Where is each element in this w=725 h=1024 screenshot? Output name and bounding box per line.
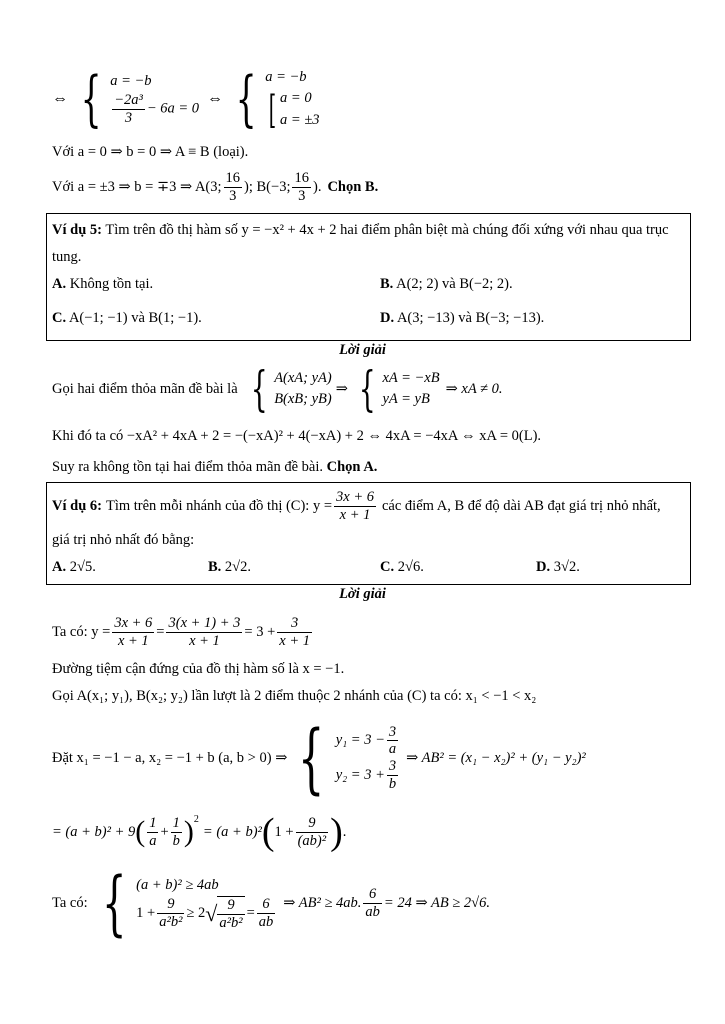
left-brace: {	[80, 64, 102, 134]
example-5-option-a: A. Không tồn tại.	[52, 276, 154, 292]
example-5-line1: Ví dụ 5: Tìm trên đồ thị hàm số y = −x² + 4x + 2 hai điểm phân biệt mà chúng đối xứng với nhau qua trục	[52, 222, 669, 238]
sys2-line1: a = −b	[265, 69, 307, 86]
example-5-option-b: B. A(2; 2) và B(−2; 2).	[380, 276, 513, 292]
line-case-zero: Với a = 0 ⇒ b = 0 ⇒ A ≡ B (loại).	[52, 144, 249, 160]
example-6-option-c: C. 2√6.	[380, 559, 424, 575]
example-6-option-d: D. 3√2.	[536, 559, 580, 575]
solution-6-line4: Đặt x₁ = −1 − a, x₂ = −1 + b (a, b > 0) ⇒ { y₁ = 3 − $\frac{3}{a}$ y₂ = 3 + $\frac{3}{b}$ ⇒ AB² = (x₁ − x₂)² + (y₁ − y₂)²	[52, 713, 586, 802]
example-5-option-d: D. A(3; −13) và B(−3; −13).	[380, 310, 545, 326]
solution-6-line1: Ta có: y = $\frac{3x + 6}{x + 1}$ = $\frac{3(x + 1) + 3}{x + 1}$ = 3 + $\frac{3}{x + 1}$	[52, 614, 310, 649]
line-case-three: Với a = ±3 ⇒ b = ∓3 ⇒ A(3; $\frac{16}{3}$ ); B(−3; $\frac{16}{3}$ ). Chọn B.	[52, 169, 379, 204]
sys1-line1: a = −b	[110, 73, 152, 90]
solution-5-system: Gọi hai điểm thỏa mãn đề bài là { A(xA; yA) B(xB; yB) ⇒ { xA = −xB yA = yB ⇒ xA ≠ 0.	[52, 361, 503, 417]
solution-6-line5: = (a + b)² + 9 ( $\frac{1}{a}$ + $\frac{1}{b}$ ) $^2$ = (a + b)² ( 1 + $\frac{9}{\text{(ab)²}}$ ) .	[52, 811, 347, 853]
example-5-line2: tung.	[52, 249, 82, 265]
solution-6-heading: Lời giải	[339, 586, 386, 602]
solution-6-line2: Đường tiệm cận đứng của đồ thị hàm số là x = −1.	[52, 661, 345, 677]
example-5-option-c: C. A(−1; −1) và B(1; −1).	[52, 310, 202, 326]
solution-6-line6: Ta có: { (a + b)² ≥ 4ab 1 + $\frac{9}{\text{a²b²}}$ ≥ 2 √ $\frac{9}{\text{a²b²}}$ = $\frac{6}{ab}$ ⇒ AB² ≥ 4ab. $\frac{6}{ab}$ = 24 ⇒ AB ≥ 2√6.	[52, 862, 490, 944]
solution-5-line3: Suy ra không tồn tại hai điểm thỏa mãn đề bài. Chọn A.	[52, 459, 378, 475]
example-6-option-b: B. 2√2.	[208, 559, 252, 575]
example-6-option-a: A. 2√5.	[52, 559, 96, 575]
top-system: ⇔ { a = −b $\frac{\text{−2a³}}{3}$ − 6a = 0 ⇔ { a = −b [ a = 0 a = ±3	[52, 64, 320, 134]
example-6-line2: giá trị nhỏ nhất đó bằng:	[52, 532, 195, 548]
solution-6-line3: Gọi A(x₁; y₁), B(x₂; y₂) lần lượt là 2 điểm thuộc 2 nhánh của (C) ta có: x₁ < −1 < x₂	[52, 688, 537, 704]
example-6-line1: Ví dụ 6: Tìm trên mỗi nhánh của đồ thị (C): y = $\frac{3x + 6}{x + 1}$ các điểm A, B để độ dài AB đạt giá trị nhỏ nhất,	[52, 488, 661, 523]
solution-5-line2: Khi đó ta có −xA² + 4xA + 2 = −(−xA)² + 4(−xA) + 2 ⇔ 4xA = −4xA ⇔ xA = 0(L).	[52, 428, 542, 444]
solution-5-heading: Lời giải	[339, 342, 386, 358]
